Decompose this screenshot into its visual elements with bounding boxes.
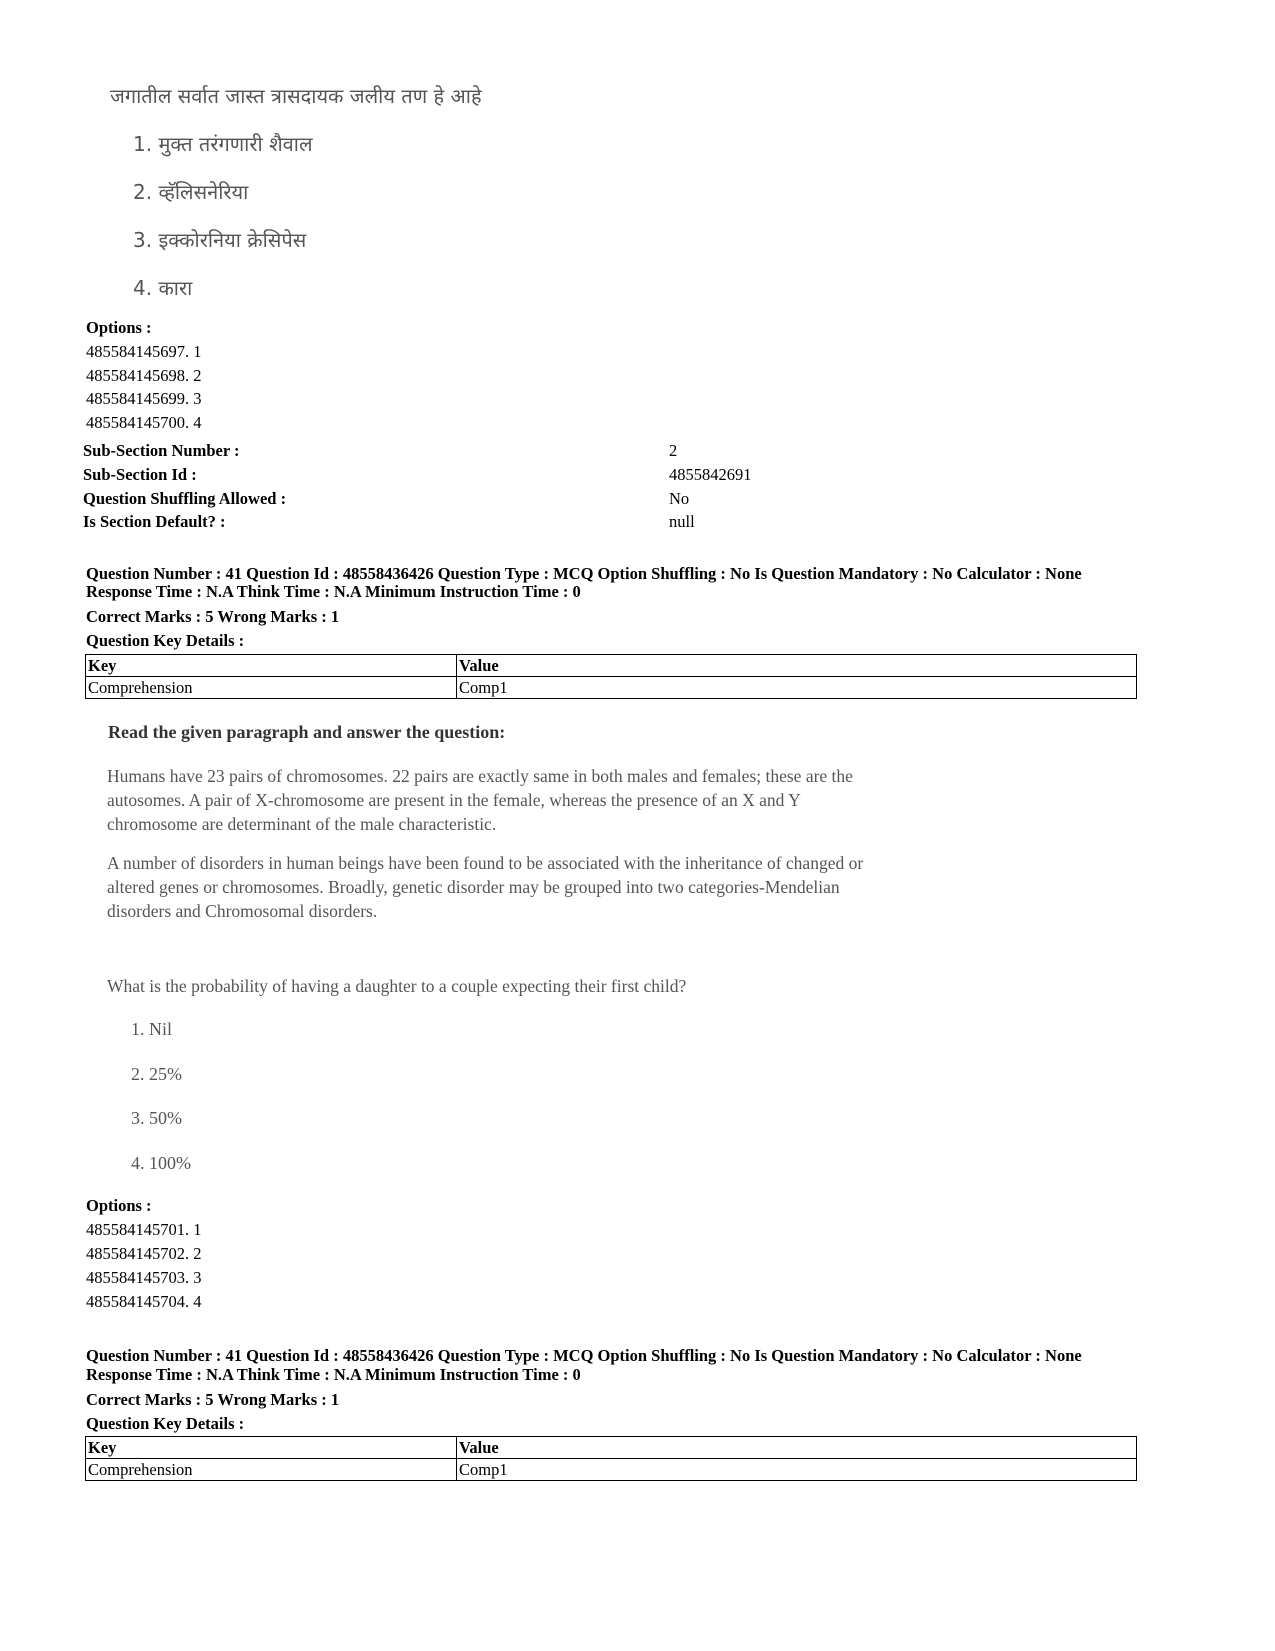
question-header-line1: Question Number : 41 Question Id : 48558436426 Question Type : MCQ Option Shuffling : No Is Question Mandatory : No Calculator : None (86, 1346, 1082, 1365)
key-value-table (85, 654, 1137, 699)
question-header-line2: Response Time : N.A Think Time : N.A Minimum Instruction Time : 0 (86, 582, 581, 601)
paragraph-2 (107, 851, 863, 923)
choice-item: 1. Nil (131, 1019, 173, 1039)
table-header-key: Key (86, 1437, 457, 1459)
option-item: 485584145697. 1 (86, 342, 202, 361)
choice-item: 4. कारा (133, 276, 193, 300)
comprehension-heading: Read the given paragraph and answer the question: (108, 722, 506, 742)
option-item: 485584145702. 2 (86, 1244, 202, 1263)
paragraph-line: Humans have 23 pairs of chromosomes. 22 pairs are exactly same in both males and females; these are the (107, 766, 853, 786)
options-label: Options : (86, 1196, 152, 1215)
table-header-value: Value (457, 655, 1137, 677)
paragraph-line: altered genes or chromosomes. Broadly, genetic disorder may be grouped into two categories-Mendelian (107, 877, 840, 897)
paragraph-line: autosomes. A pair of X-chromosome are present in the female, whereas the presence of an X and Y (107, 790, 801, 810)
section-default-value: null (669, 512, 695, 531)
choice-item: 1. मुक्त तरंगणारी शैवाल (133, 132, 313, 156)
question-header-line2: Response Time : N.A Think Time : N.A Minimum Instruction Time : 0 (86, 1365, 581, 1384)
table-cell-key: Comprehension (86, 677, 457, 699)
choice-item: 3. 50% (131, 1108, 182, 1128)
option-item: 485584145698. 2 (86, 366, 202, 385)
subsection-id-label: Sub-Section Id : (83, 465, 197, 484)
paragraph-line: disorders and Chromosomal disorders. (107, 901, 378, 921)
section-default-label: Is Section Default? : (83, 512, 226, 531)
options-label: Options : (86, 318, 152, 337)
marks-line: Correct Marks : 5 Wrong Marks : 1 (86, 607, 340, 626)
marks-line: Correct Marks : 5 Wrong Marks : 1 (86, 1390, 340, 1409)
key-details-label: Question Key Details : (86, 631, 245, 650)
question-header-line1: Question Number : 41 Question Id : 48558436426 Question Type : MCQ Option Shuffling : No Is Question Mandatory : No Calculator : None (86, 564, 1082, 583)
paragraph-line: chromosome are determinant of the male characteristic. (107, 814, 497, 834)
key-value-table (85, 1436, 1137, 1481)
table-cell-value: Comp1 (457, 1459, 1137, 1481)
key-details-label: Question Key Details : (86, 1414, 245, 1433)
table-cell-value: Comp1 (457, 677, 1137, 699)
paragraph-1 (107, 764, 853, 836)
choice-item: 4. 100% (131, 1153, 191, 1173)
option-item: 485584145699. 3 (86, 389, 202, 408)
subsection-number-value: 2 (669, 441, 678, 460)
subsection-number-label: Sub-Section Number : (83, 441, 240, 460)
comprehension-question: What is the probability of having a daughter to a couple expecting their first child? (107, 976, 687, 996)
table-cell-key: Comprehension (86, 1459, 457, 1481)
subsection-id-value: 4855842691 (669, 465, 752, 484)
paragraph-line: A number of disorders in human beings have been found to be associated with the inheritance of changed or (107, 853, 864, 873)
table-header-key: Key (86, 655, 457, 677)
choice-item: 3. इक्कोरनिया क्रेसिपेस (133, 228, 307, 252)
question-shuffling-label: Question Shuffling Allowed : (83, 489, 287, 508)
choice-item: 2. व्हॅलिसनेरिया (133, 180, 249, 204)
choice-item: 2. 25% (131, 1064, 182, 1084)
question-text-hindi: जगातील सर्वात जास्त त्रासदायक जलीय तण हे आहे (110, 84, 482, 108)
question-shuffling-value: No (669, 489, 690, 508)
option-item: 485584145703. 3 (86, 1268, 202, 1287)
table-header-value: Value (457, 1437, 1137, 1459)
option-item: 485584145700. 4 (86, 413, 202, 432)
option-item: 485584145704. 4 (86, 1292, 202, 1311)
option-item: 485584145701. 1 (86, 1220, 202, 1239)
